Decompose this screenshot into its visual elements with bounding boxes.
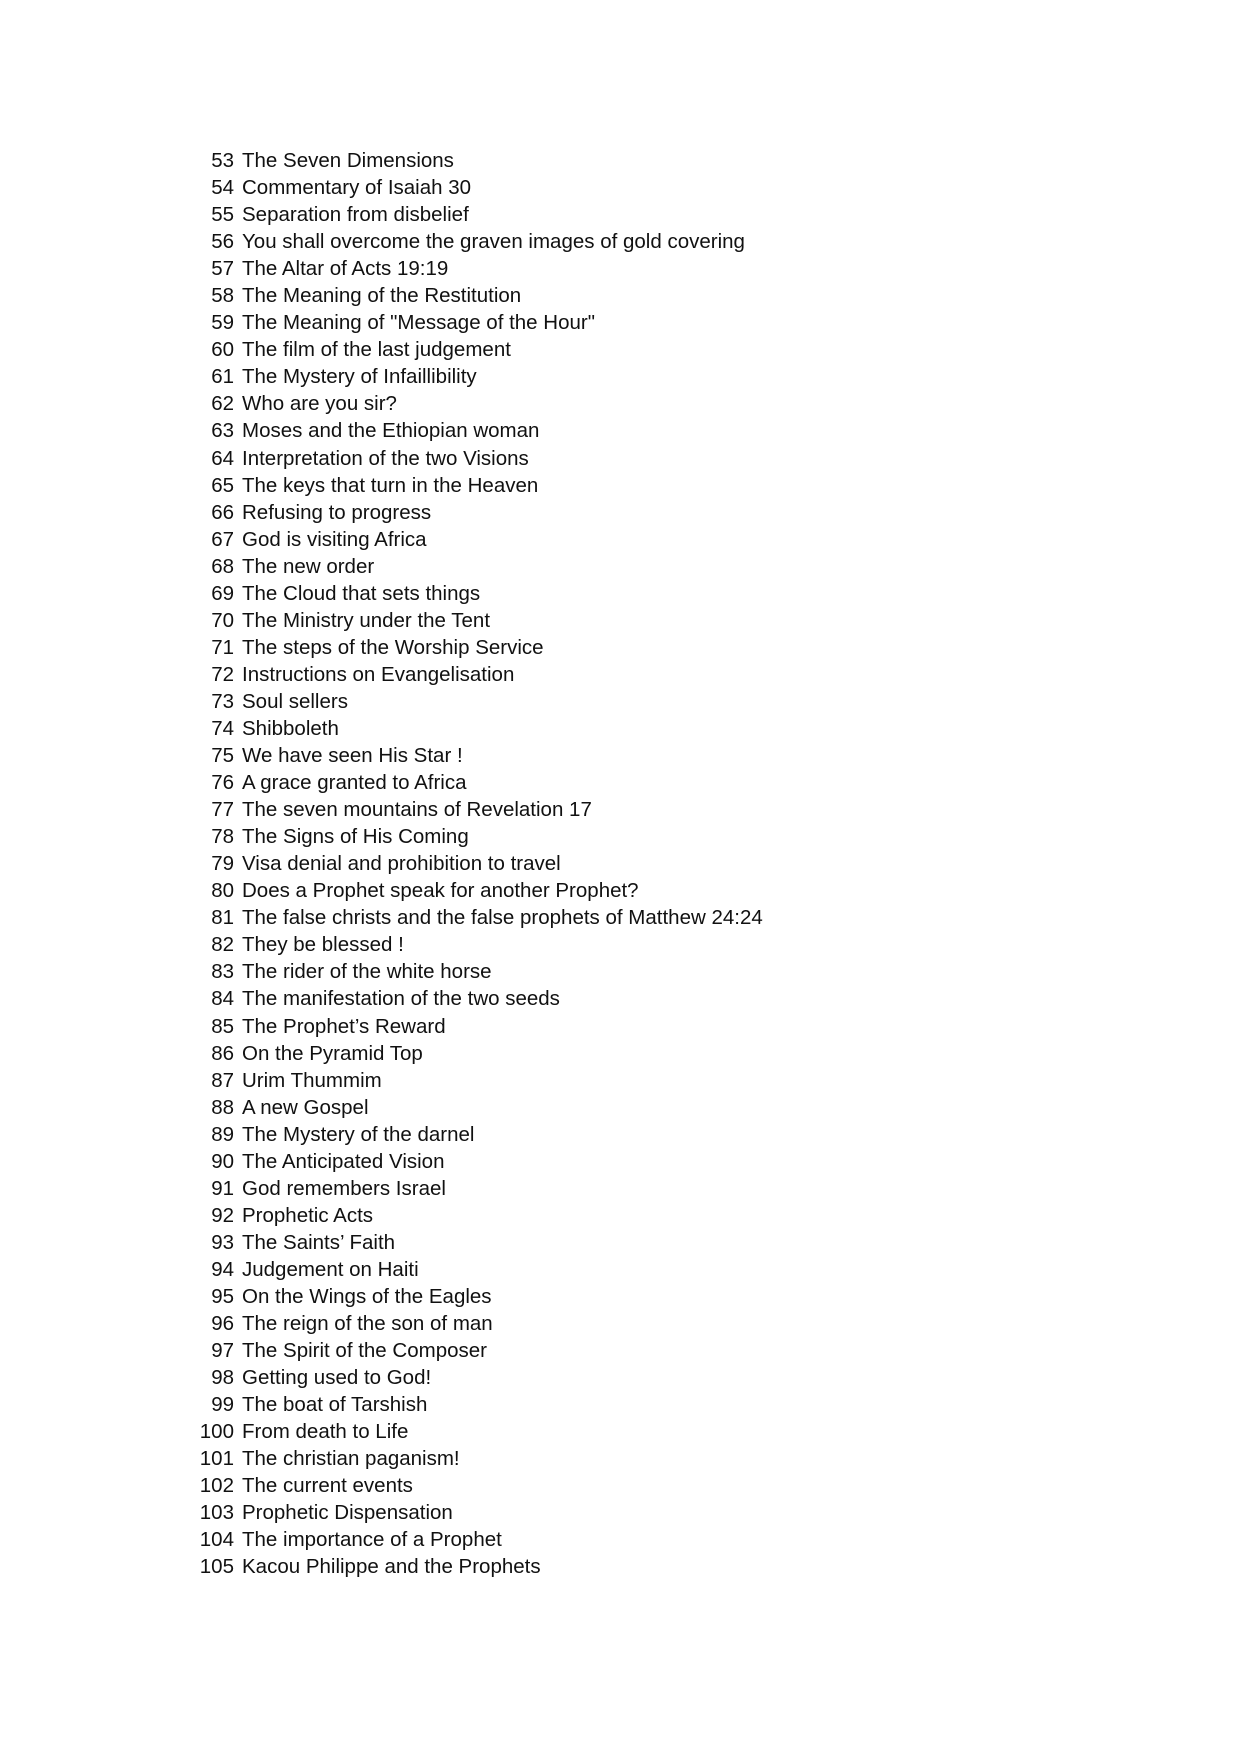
toc-entry-number: 74: [211, 716, 234, 740]
toc-entry-number: 83: [211, 960, 234, 984]
toc-entry-title: The keys that turn in the Heaven: [242, 473, 539, 497]
toc-entry: [190, 850, 763, 877]
toc-entry: [190, 336, 763, 363]
toc-entry: [190, 499, 763, 526]
toc-entry-title: The Cloud that sets things: [242, 581, 481, 605]
toc-entry-title: The Seven Dimensions: [242, 149, 454, 172]
toc-entry-number: 59: [211, 311, 234, 335]
toc-entry: [190, 661, 763, 688]
toc-entry-number: 58: [211, 284, 234, 308]
toc-entry: [190, 1445, 763, 1472]
toc-entry-number: 66: [211, 500, 234, 524]
toc-entry-number: 60: [211, 338, 234, 362]
toc-entry-title: The new order: [242, 554, 375, 578]
toc-entry: [190, 309, 763, 336]
toc-entry-number: 98: [211, 1366, 234, 1390]
toc-entry: [190, 1526, 763, 1553]
toc-entry: [190, 580, 763, 607]
toc-entry-title: A new Gospel: [242, 1095, 369, 1119]
toc-entry-title: The Mystery of the darnel: [242, 1122, 475, 1146]
toc-entry: [190, 1121, 763, 1148]
toc-entry-number: 84: [211, 987, 234, 1011]
toc-entry: [190, 201, 763, 228]
toc-entry: [190, 796, 763, 823]
toc-entry-title: We have seen His Star !: [242, 744, 463, 768]
toc-entry: [190, 1202, 763, 1229]
toc-entry: [190, 526, 763, 553]
toc-entry-number: 61: [211, 365, 234, 389]
toc-entry: [190, 472, 763, 499]
toc-entry-number: 82: [211, 933, 234, 957]
toc-entry-number: 103: [199, 1501, 234, 1525]
toc-entry: [190, 1013, 763, 1040]
toc-entry-number: 70: [211, 608, 234, 632]
toc-entry-number: 65: [211, 473, 234, 497]
toc-entry-title: Soul sellers: [242, 689, 348, 713]
toc-entry: [190, 634, 763, 661]
toc-entry-number: 89: [211, 1122, 234, 1146]
toc-entry-number: 104: [199, 1528, 234, 1552]
toc-entry: [190, 1418, 763, 1445]
toc-entry-title: Prophetic Dispensation: [242, 1501, 453, 1525]
toc-entry-title: The reign of the son of man: [242, 1312, 493, 1336]
toc-entry-title: They be blessed !: [242, 933, 404, 957]
toc-entry: [190, 445, 763, 472]
toc-entry: [190, 228, 763, 255]
toc-entry-title: The film of the last judgement: [242, 338, 511, 362]
toc-entry-title: You shall overcome the graven images of gold covering: [242, 230, 745, 254]
toc-entry-title: The importance of a Prophet: [242, 1528, 502, 1552]
toc-entry-title: The manifestation of the two seeds: [242, 987, 560, 1011]
toc-entry-number: 86: [211, 1041, 234, 1065]
toc-entry: [190, 553, 763, 580]
toc-entry: [190, 688, 763, 715]
toc-entry: [190, 1148, 763, 1175]
toc-entry-title: The steps of the Worship Service: [242, 635, 544, 659]
toc-entry-number: 55: [211, 203, 234, 227]
toc-entry-title: The Anticipated Vision: [242, 1149, 445, 1173]
toc-entry-number: 80: [211, 879, 234, 903]
toc-entry: [190, 174, 763, 201]
toc-entry: [190, 1229, 763, 1256]
toc-entry: [190, 715, 763, 742]
toc-entry-number: 91: [211, 1176, 234, 1200]
toc-entry: [190, 147, 763, 174]
toc-entry: [190, 1094, 763, 1121]
toc-entry: [190, 958, 763, 985]
toc-entry-title: A grace granted to Africa: [242, 771, 467, 795]
toc-entry-number: 85: [211, 1014, 234, 1038]
toc-entry: [190, 1310, 763, 1337]
toc-entry-title: God remembers Israel: [242, 1176, 446, 1200]
toc-entry-number: 97: [211, 1339, 234, 1363]
toc-entry-number: 62: [211, 392, 234, 416]
toc-entry-title: From death to Life: [242, 1420, 409, 1444]
toc-entry-number: 76: [211, 771, 234, 795]
toc-entry-number: 94: [211, 1257, 234, 1281]
toc-entry-title: The Saints’ Faith: [242, 1230, 396, 1254]
toc-entry: [190, 1472, 763, 1499]
toc-entry-number: 96: [211, 1312, 234, 1336]
toc-entry-title: The Meaning of "Message of the Hour": [242, 311, 595, 335]
toc-entry: [190, 1067, 763, 1094]
toc-entry: [190, 255, 763, 282]
toc-entry-title: Interpretation of the two Visions: [242, 446, 529, 470]
toc-entry-title: The Ministry under the Tent: [242, 608, 491, 632]
toc-entry-title: The Spirit of the Composer: [242, 1339, 487, 1363]
toc-entry-title: Separation from disbelief: [242, 203, 469, 227]
toc-entry-number: 71: [211, 635, 234, 659]
toc-entry-title: Kacou Philippe and the Prophets: [242, 1555, 541, 1579]
toc-entry-title: The Altar of Acts 19:19: [242, 257, 449, 281]
toc-entry: [190, 931, 763, 958]
toc-list: [190, 147, 763, 1580]
toc-entry-title: Prophetic Acts: [242, 1203, 374, 1227]
toc-entry: [190, 1175, 763, 1202]
toc-entry-number: 90: [211, 1149, 234, 1173]
toc-entry-number: 100: [199, 1420, 234, 1444]
toc-entry: [190, 904, 763, 931]
toc-entry-number: 101: [199, 1447, 234, 1471]
toc-entry: [190, 1499, 763, 1526]
toc-entry: [190, 363, 763, 390]
toc-entry-title: The christian paganism!: [242, 1447, 460, 1471]
toc-entry-number: 69: [211, 581, 234, 605]
toc-entry: [190, 877, 763, 904]
toc-entry: [190, 607, 763, 634]
toc-entry-number: 57: [211, 257, 234, 281]
toc-entry-number: 73: [211, 689, 234, 713]
toc-entry: [190, 282, 763, 309]
toc-entry-title: Who are you sir?: [242, 392, 397, 416]
toc-entry-number: 105: [199, 1555, 234, 1579]
toc-entry-number: 72: [211, 662, 234, 686]
toc-entry-title: On the Wings of the Eagles: [242, 1284, 492, 1308]
toc-entry-title: The boat of Tarshish: [242, 1393, 428, 1417]
toc-entry: [190, 823, 763, 850]
toc-entry-title: Judgement on Haiti: [242, 1257, 419, 1281]
toc-entry-number: 67: [211, 527, 234, 551]
toc-entry: [190, 1040, 763, 1067]
toc-entry: [190, 1553, 763, 1580]
toc-entry-number: 75: [211, 744, 234, 768]
toc-entry: [190, 1283, 763, 1310]
toc-entry-number: 64: [211, 446, 234, 470]
toc-entry-title: The Meaning of the Restitution: [242, 284, 522, 308]
toc-entry-number: 54: [211, 176, 234, 200]
toc-entry-title: Refusing to progress: [242, 500, 432, 524]
toc-entry-title: Moses and the Ethiopian woman: [242, 419, 540, 443]
toc-entry-number: 63: [211, 419, 234, 443]
toc-entry-title: The Signs of His Coming: [242, 825, 469, 849]
toc-entry-number: 56: [211, 230, 234, 254]
toc-entry-title: Visa denial and prohibition to travel: [242, 852, 561, 876]
toc-entry-number: 68: [211, 554, 234, 578]
toc-entry-number: 87: [211, 1068, 234, 1092]
toc-entry-title: The current events: [242, 1474, 413, 1498]
toc-entry-number: 93: [211, 1230, 234, 1254]
toc-entry-title: Shibboleth: [242, 716, 339, 740]
toc-entry-number: 88: [211, 1095, 234, 1119]
toc-entry-number: 79: [211, 852, 234, 876]
toc-entry: [190, 417, 763, 444]
toc-entry-title: Instructions on Evangelisation: [242, 662, 515, 686]
toc-entry-number: 95: [211, 1284, 234, 1308]
toc-entry-title: The seven mountains of Revelation 17: [242, 798, 592, 822]
toc-entry-title: Urim Thummim: [242, 1068, 382, 1092]
toc-entry-title: The false christs and the false prophets of Matthew 24:24: [242, 906, 763, 930]
toc-entry-title: The Mystery of Infaillibility: [242, 365, 477, 389]
toc-entry-number: 99: [211, 1393, 234, 1417]
toc-entry: [190, 1256, 763, 1283]
toc-entry: [190, 390, 763, 417]
toc-entry-title: Getting used to God!: [242, 1366, 432, 1390]
toc-entry-title: Does a Prophet speak for another Prophet?: [242, 879, 639, 903]
toc-entry-title: The rider of the white horse: [242, 960, 492, 984]
toc-entry-number: 81: [211, 906, 234, 930]
toc-entry: [190, 742, 763, 769]
toc-entry: [190, 985, 763, 1012]
toc-entry: [190, 1391, 763, 1418]
toc-entry: [190, 1364, 763, 1391]
toc-entry-title: God is visiting Africa: [242, 527, 427, 551]
toc-entry-number: 53: [211, 149, 234, 172]
toc-entry-title: The Prophet’s Reward: [242, 1014, 446, 1038]
toc-entry: [190, 1337, 763, 1364]
toc-entry: [190, 769, 763, 796]
toc-entry-number: 102: [199, 1474, 234, 1498]
toc-entry-title: On the Pyramid Top: [242, 1041, 423, 1065]
toc-entry-title: Commentary of Isaiah 30: [242, 176, 472, 200]
toc-entry-number: 77: [211, 798, 234, 822]
toc-entry-number: 78: [211, 825, 234, 849]
toc-entry-number: 92: [211, 1203, 234, 1227]
